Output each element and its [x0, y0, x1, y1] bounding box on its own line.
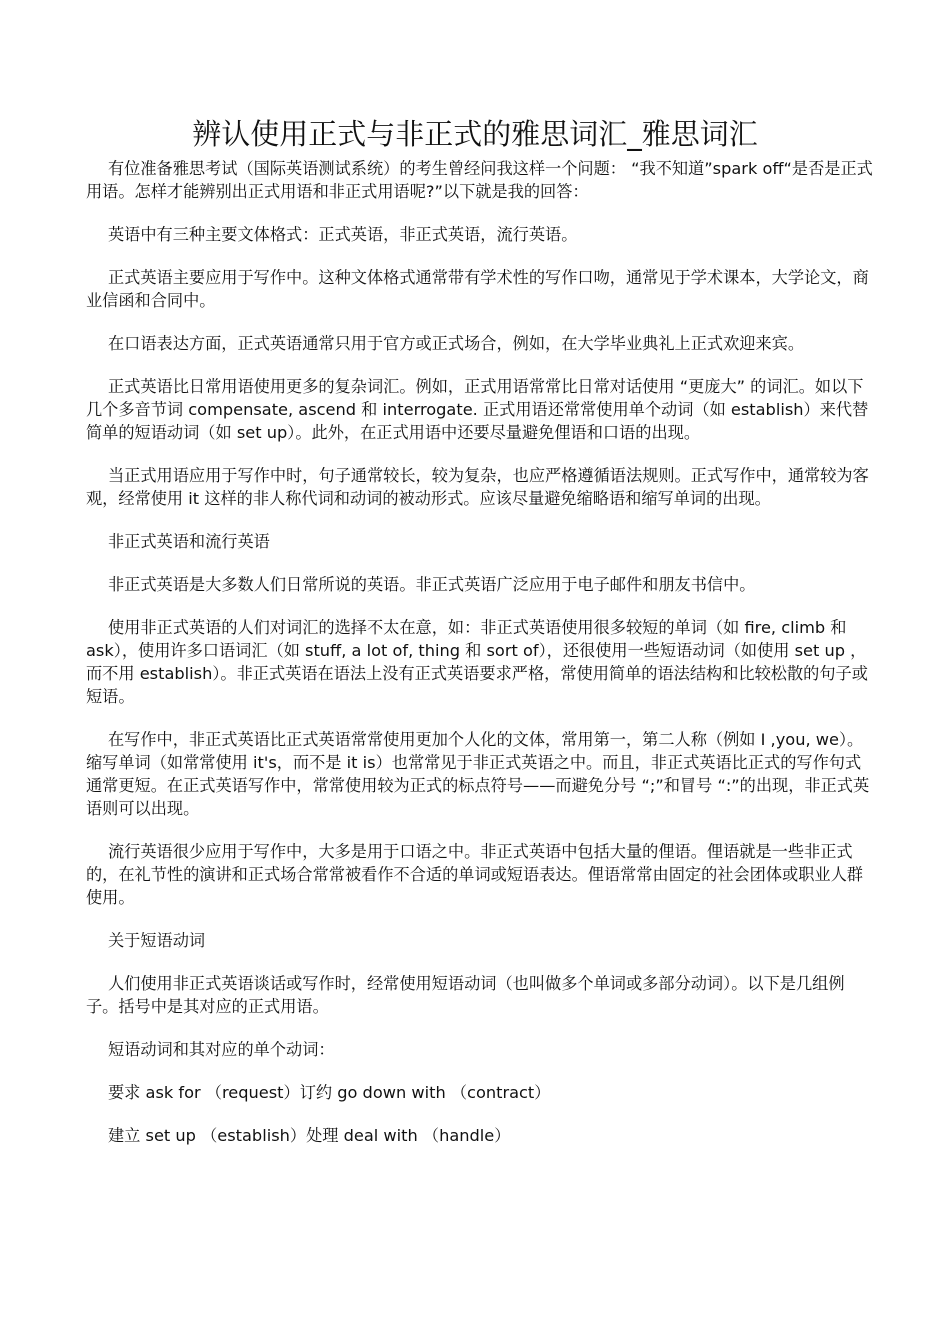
paragraph-intro-question: 有位准备雅思考试（国际英语测试系统）的考生曾经问我这样一个问题： “我不知道”spark off“是否是正式用语。怎样才能辨别出正式用语和非正式用语呢?”以下就是我的回答： [86, 159, 873, 201]
paragraph-formal-speech: 在口语表达方面，正式英语通常只用于官方或正式场合，例如，在大学毕业典礼上正式欢迎来宾。 [108, 334, 805, 353]
section-heading-informal-slang: 非正式英语和流行英语 [108, 532, 270, 551]
paragraph-phrasal-verbs-intro: 人们使用非正式英语谈话或写作时，经常使用短语动词（也叫做多个单词或多部分动词）。以下是几组例子。括号中是其对应的正式用语。 [86, 974, 845, 1016]
paragraph-formal-sentences: 当正式用语应用于写作中时，句子通常较长，较为复杂，也应严格遵循语法规则。正式写作中，通常较为客观，经常使用 it 这样的非人称代词和动词的被动形式。应该尽量避免缩略语和缩写单词的出现。 [86, 466, 869, 508]
example-line-2: 建立 set up （establish）处理 deal with （handle） [108, 1126, 511, 1145]
paragraph-formal-writing: 正式英语主要应用于写作中。这种文体格式通常带有学术性的写作口吻，通常见于学术课本，大学论文，商业信函和合同中。 [86, 268, 869, 310]
paragraph-slang: 流行英语很少应用于写作中，大多是用于口语之中。非正式英语中包括大量的俚语。俚语就是一些非正式的，在礼节性的演讲和正式场合常常被看作不合适的单词或短语表达。俚语常常由固定的社会团体或职业人群使用。 [86, 842, 863, 907]
page-title: 辨认使用正式与非正式的雅思词汇_雅思词汇 [192, 117, 758, 151]
paragraph-three-styles: 英语中有三种主要文体格式：正式英语，非正式英语，流行英语。 [108, 225, 578, 244]
paragraph-informal-vocabulary: 使用非正式英语的人们对词汇的选择不太在意，如：非正式英语使用很多较短的单词（如 fire, climb 和 ask），使用许多口语词汇（如 stuff, a lot of, thing 和 sort of），还很使用一些短语动词（如使用 set up ，而不用 establish）。非正式英语在语法上没有正式英语要求严格，常使用简单的语法结构和比较松散的句子或短语。 [86, 618, 868, 706]
paragraph-formal-vocabulary: 正式英语比日常用语使用更多的复杂词汇。例如，正式用语常常比日常对话使用 “更庞大” 的词汇。如以下几个多音节词 compensate, ascend 和 interrogate. 正式用语还常常使用单个动词（如 establish）来代替简单的短语动词（如 set up）。此外，在正式用语中还要尽量避免俚语和口语的出现。 [86, 377, 869, 442]
section-heading-phrasal-verbs: 关于短语动词 [108, 931, 206, 950]
paragraph-informal-definition: 非正式英语是大多数人们日常所说的英语。非正式英语广泛应用于电子邮件和朋友书信中。 [108, 575, 756, 594]
article-body [86, 157, 876, 1167]
paragraph-informal-writing: 在写作中，非正式英语比正式英语常常使用更加个人化的文体，常用第一，第二人称（例如 I ,you, we）。缩写单词（如常常使用 it's，而不是 it is）也常常见于非正式英语之中。而且，非正式英语比正式的写作句式通常更短。在正式英语写作中，常常使用较为正式的标点符号——而避免分号 “;”和冒号 “:”的出现，非正式英语则可以出现。 [86, 730, 870, 818]
example-line-1: 要求 ask for （request）订约 go down with （contract） [108, 1083, 551, 1102]
paragraph-phrasal-verbs-label: 短语动词和其对应的单个动词： [108, 1040, 335, 1059]
